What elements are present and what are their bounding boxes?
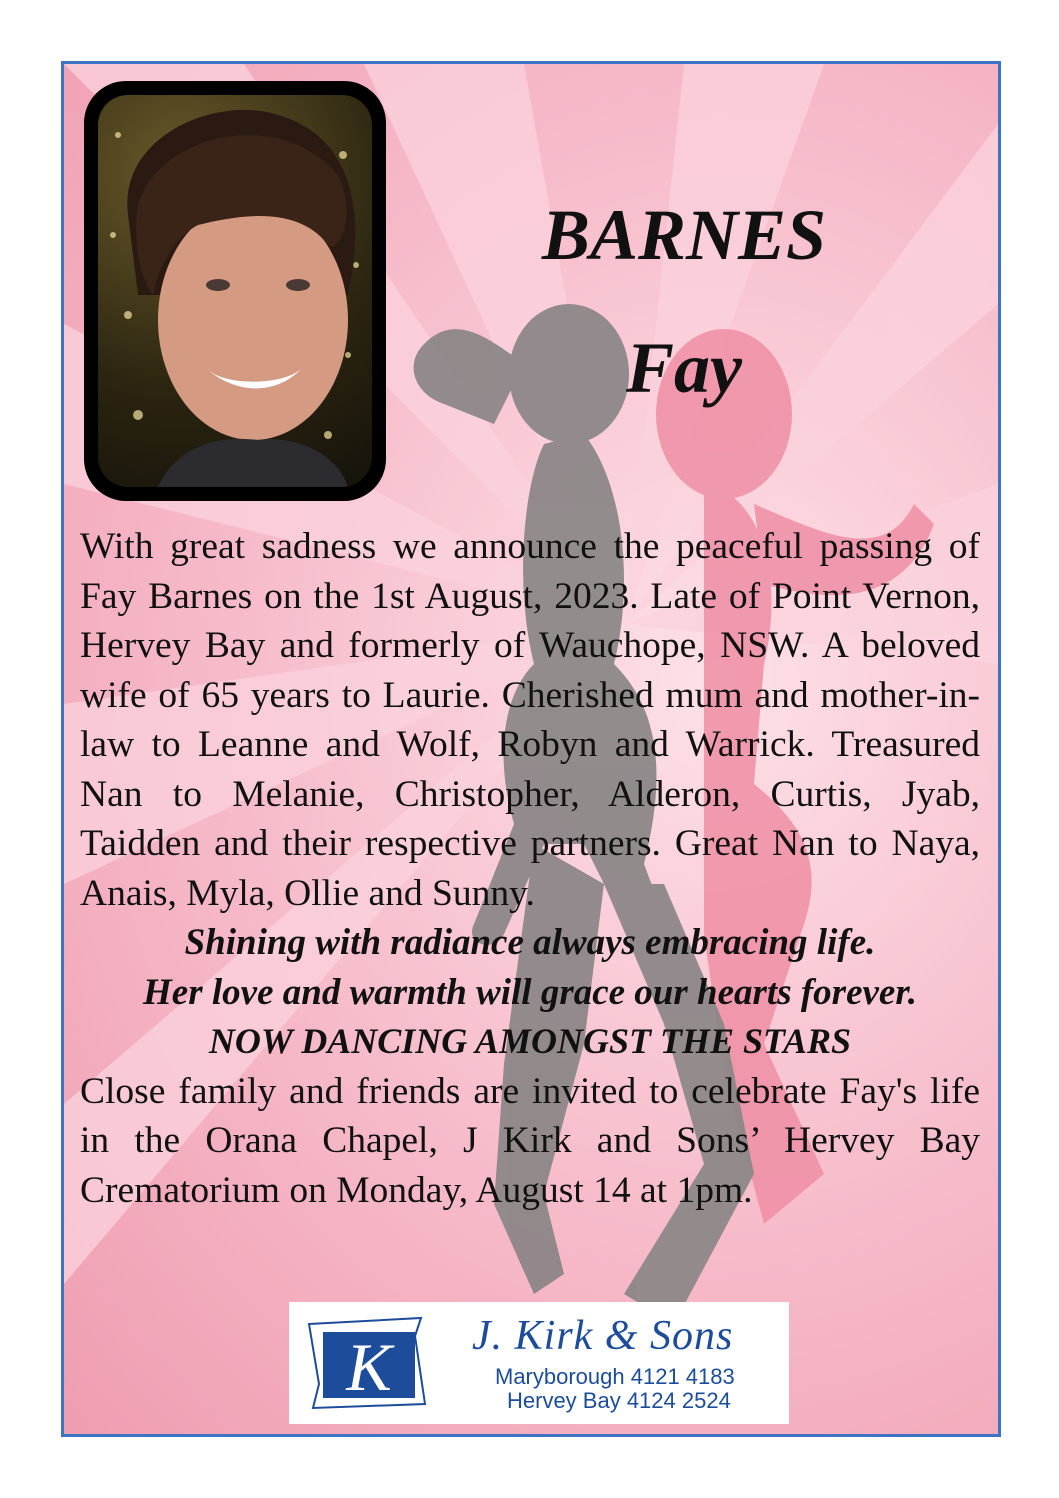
phone-hervey-bay: Hervey Bay 4124 2524 [507,1388,731,1413]
surname-heading: BARNES [541,195,827,275]
funeral-home-logo [289,1302,789,1424]
notice-body [80,522,980,1215]
monogram-letter: K [346,1329,392,1405]
notice-card [61,61,1001,1437]
service-paragraph: Close family and friends are invited to celebrate Fay's life in the Orana Chapel, J Kirk and Sons’ Hervey Bay Crematorium on Monday, August 14 at 1pm. [80,1070,980,1211]
given-name-heading: Fay [626,328,742,408]
portrait-photo [98,95,372,487]
verse-line-2: Her love and warmth will grace our hearts forever. [143,971,917,1013]
funeral-home-name: J. Kirk & Sons [472,1313,734,1359]
portrait-photo-frame [84,81,386,501]
announcement-paragraph: With great sadness we announce the peaceful passing of Fay Barnes on the 1st August, 2023. Late of Point Vernon, Hervey Bay and formerly of Wauchope, NSW. A beloved wife of 65 years to Laurie. Cherished mum and mother-in-law to Leanne and Wolf, Robyn and Warrick. Treasured Nan to Melanie, Christopher, Alderon, Curtis, Jyab, Taidden and their respective partners. Great Nan to Naya, Anais, Myla, Ollie and Sunny. [80,526,980,914]
verse-line-3: NOW DANCING AMONGST THE STARS [208,1021,852,1061]
phone-maryborough: Maryborough 4121 4183 [495,1364,735,1389]
k-monogram-icon [303,1314,431,1412]
verse-line-1: Shining with radiance always embracing life. [184,922,876,963]
